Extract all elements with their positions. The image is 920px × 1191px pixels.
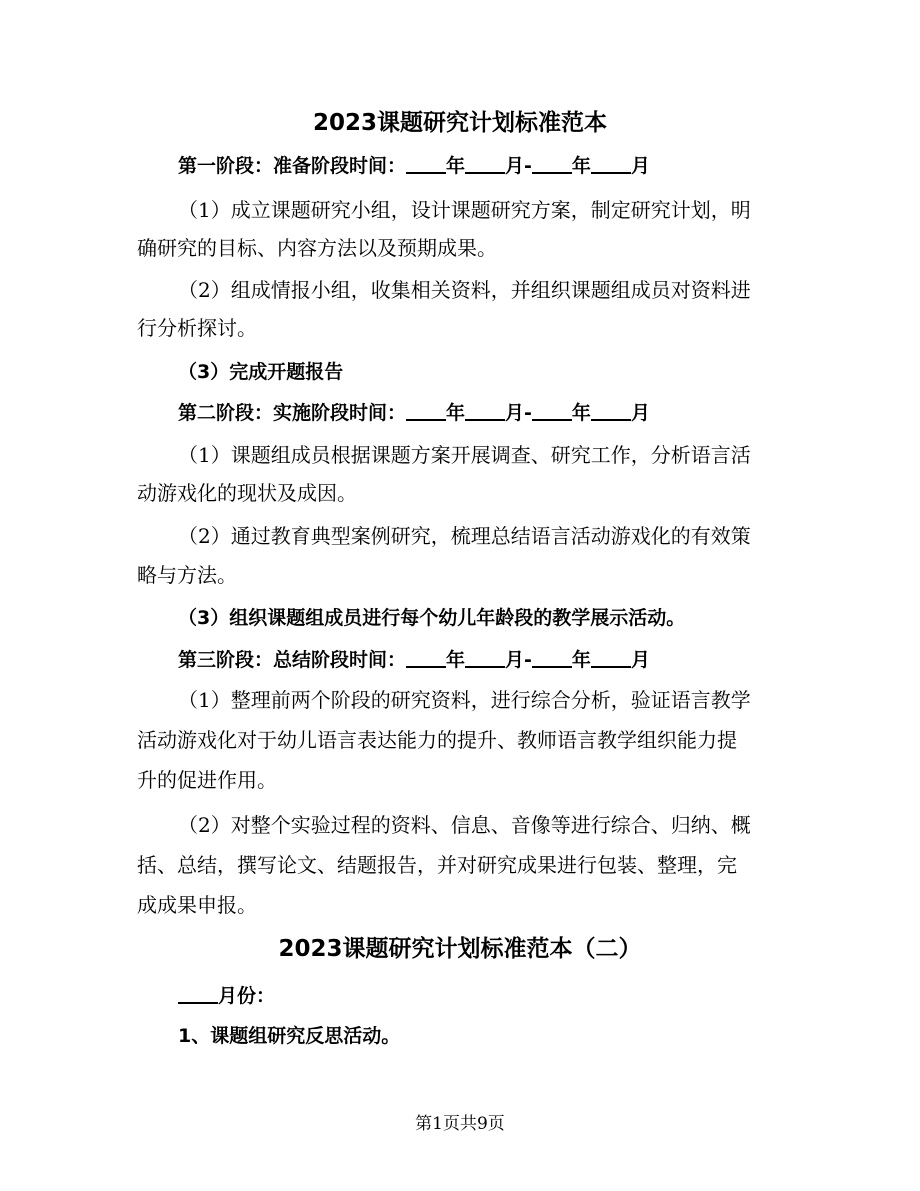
stage-1-label: 第一阶段：准备阶段时间： <box>178 155 407 177</box>
month-dash-label: 月- <box>505 155 532 177</box>
blank-line <box>406 647 446 668</box>
blank-line <box>406 400 446 421</box>
year-label: 年 <box>571 155 591 177</box>
month-dash-label: 月- <box>505 402 532 424</box>
blank-line <box>178 983 218 1004</box>
paragraph-line: 括、总结，撰写论文、结题报告，并对研究成果进行包装、整理，完 <box>137 853 737 877</box>
paragraph-line: 确研究的目标、内容方法以及预期成果。 <box>137 236 497 260</box>
blank-line <box>532 153 572 174</box>
paragraph-heading: （3）组织课题组成员进行每个幼儿年龄段的教学展示活动。 <box>178 607 686 629</box>
list-item: 1、课题组研究反思活动。 <box>178 1025 401 1047</box>
month-heading <box>178 976 828 1016</box>
month-label: 月 <box>630 155 650 177</box>
blank-line <box>406 153 446 174</box>
blank-line <box>532 647 572 668</box>
blank-line <box>465 153 505 174</box>
paragraph-line: （1）课题组成员根据课题方案开展调查、研究工作，分析语言活 <box>178 443 751 467</box>
year-label: 年 <box>446 649 466 671</box>
paragraph-line: （1）整理前两个阶段的研究资料，进行综合分析，验证语言教学 <box>178 688 751 712</box>
year-label: 年 <box>571 649 591 671</box>
stage-2-label: 第二阶段：实施阶段时间： <box>178 402 407 424</box>
document-title: 2023课题研究计划标准范本 <box>312 110 607 136</box>
blank-line <box>591 153 631 174</box>
stage-2-heading <box>178 393 828 433</box>
year-label: 年 <box>446 155 466 177</box>
paragraph-line: （2）通过教育典型案例研究，梳理总结语言活动游戏化的有效策 <box>178 524 751 548</box>
paragraph-line: 行分析探讨。 <box>137 316 257 340</box>
month-heading-label: 月份： <box>218 985 276 1007</box>
paragraph-line: 升的促进作用。 <box>137 768 277 792</box>
blank-line <box>465 647 505 668</box>
paragraph-line: 动游戏化的现状及成因。 <box>137 481 357 505</box>
month-label: 月 <box>630 649 650 671</box>
month-dash-label: 月- <box>505 649 532 671</box>
year-label: 年 <box>571 402 591 424</box>
paragraph-line: （1）成立课题研究小组，设计课题研究方案，制定研究计划，明 <box>178 198 751 222</box>
paragraph-line: 成成果申报。 <box>137 893 257 917</box>
stage-3-label: 第三阶段：总结阶段时间： <box>178 649 407 671</box>
blank-line <box>591 400 631 421</box>
stage-1-heading <box>178 146 828 186</box>
page-footer: 第1页共9页 <box>415 1114 505 1134</box>
month-label: 月 <box>630 402 650 424</box>
paragraph-line: 活动游戏化对于幼儿语言表达能力的提升、教师语言教学组织能力提 <box>137 728 737 752</box>
blank-line <box>532 400 572 421</box>
paragraph-line: 略与方法。 <box>137 563 237 587</box>
blank-line <box>591 647 631 668</box>
stage-3-heading <box>178 640 828 680</box>
paragraph-line: （2）对整个实验过程的资料、信息、音像等进行综合、归纳、概 <box>178 813 751 837</box>
paragraph-heading: （3）完成开题报告 <box>178 361 344 383</box>
section-title: 2023课题研究计划标准范本（二） <box>278 936 642 962</box>
paragraph-line: （2）组成情报小组，收集相关资料，并组织课题组成员对资料进 <box>178 278 751 302</box>
blank-line <box>465 400 505 421</box>
year-label: 年 <box>446 402 466 424</box>
